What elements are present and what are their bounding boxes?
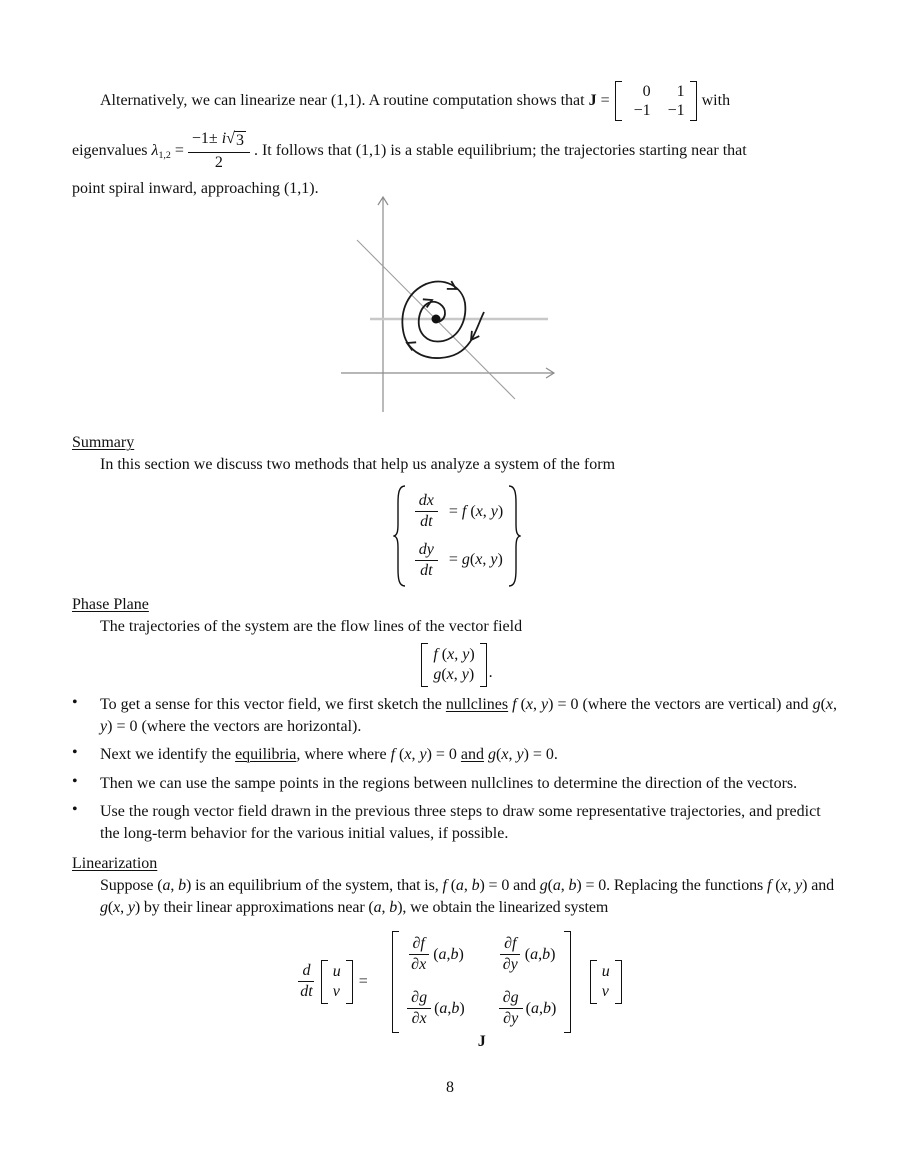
paragraph-linearize-near-1-1 xyxy=(72,78,842,200)
vector-entries xyxy=(428,643,479,687)
para1-line1 xyxy=(72,78,842,124)
uv-vector-left xyxy=(321,960,353,1004)
left-bracket xyxy=(321,960,328,1004)
bullet-marker: • xyxy=(72,772,78,790)
bullet-item xyxy=(72,694,842,737)
y-axis xyxy=(378,197,388,412)
summary-heading: Summary xyxy=(72,434,135,451)
phase-plane-heading: Phase Plane xyxy=(72,596,149,613)
vector-entries xyxy=(597,960,615,1004)
matrix-cell: 0 xyxy=(642,82,651,100)
vector-row-g: g(x, y) xyxy=(433,666,475,683)
fraction-numerator: dx xyxy=(415,492,438,512)
x-axis xyxy=(341,368,554,378)
fraction-numerator: dy xyxy=(415,541,438,561)
eigenvalue-fraction xyxy=(188,130,250,172)
bullet-text-equilibria: Next we identify the equilibria, where where f (x, y) = 0 and g(x, y) = 0. xyxy=(100,746,558,763)
d-dt-fraction xyxy=(296,962,316,1002)
right-bracket xyxy=(480,643,487,687)
left-curly-brace xyxy=(393,484,406,588)
left-bracket xyxy=(421,643,428,687)
dx-dt-fraction xyxy=(415,492,438,532)
linearization-heading: Linearization xyxy=(72,855,158,872)
bullet-item xyxy=(72,744,842,766)
bullet-text-nullclines: To get a sense for this vector field, we first sketch the nullclines f (x, y) = 0 (where the vectors are vertical) and g(x, y) = 0 (where the vectors are horizontal). xyxy=(100,696,837,735)
left-bracket xyxy=(615,81,622,121)
vector-row-f: f (x, y) xyxy=(433,646,475,663)
jacobian-label: J xyxy=(477,1032,486,1050)
equation-rhs: = f (x, y) xyxy=(448,502,504,520)
bullet-list xyxy=(72,694,842,844)
right-bracket xyxy=(615,960,622,1004)
right-bracket xyxy=(346,960,353,1004)
fraction-denominator: dt xyxy=(420,561,433,579)
bullet-text-sample-points: Then we can use the sampe points in the regions between nullclines to determine the direction of the vectors. xyxy=(100,774,798,792)
system-of-equations-display xyxy=(72,484,842,588)
para1-line1-text: Alternatively, we can linearize near (1,1). A routine computation shows that J = xyxy=(100,92,610,109)
matrix-entries xyxy=(622,81,690,121)
jacobian-cell-dg-dx: $\frac{\partial g}{\partial x}$ (a,b) xyxy=(407,989,465,1029)
bullet-marker: • xyxy=(72,744,78,761)
linearization-paragraph: Suppose (a, b) is an equilibrium of the system, that is, f (a, b) = 0 and g(a, b) = 0. Replacing the functions f (x, y) and g(x, y) by their linear approximations near (a, b), we obtain the linearized system xyxy=(100,877,834,916)
bullet-marker: • xyxy=(72,694,78,711)
dy-dt-fraction xyxy=(415,541,438,581)
equation-rhs: = g(x, y) xyxy=(448,551,503,569)
matrix-cell: 1 xyxy=(676,82,685,100)
bullet-item xyxy=(72,773,842,795)
display-period: . xyxy=(488,664,493,681)
bullet-marker: • xyxy=(72,801,78,818)
left-bracket xyxy=(392,931,399,1033)
fraction-numerator: −1± i √ 3 xyxy=(188,130,250,152)
trajectory-arrowheads xyxy=(405,281,479,350)
matrix-cell: −1 xyxy=(667,101,685,119)
para1-line2 xyxy=(72,124,842,178)
vector-row-u: u xyxy=(332,962,341,980)
vector-row-v: v xyxy=(601,982,609,1000)
evaluated-at-ab: (a,b) xyxy=(434,999,465,1017)
fraction-denominator: dt xyxy=(420,513,433,531)
jacobian-column xyxy=(377,931,587,1050)
fraction-denominator: dt xyxy=(300,983,313,1001)
para1-line2-tail: . It follows that (1,1) is a stable equilibrium; the trajectories starting near that xyxy=(253,142,747,159)
evaluated-at-ab: (a,b) xyxy=(525,999,557,1017)
linearized-system-display xyxy=(72,931,842,1050)
para1-line1-tail: with xyxy=(701,92,731,109)
jacobian-matrix xyxy=(392,931,571,1033)
vector-field-display xyxy=(72,643,842,687)
eigenvalues-label: eigenvalues $\lambda_{1,2}$ = xyxy=(72,141,184,161)
summary-intro: In this section we discuss two methods that help us analyze a system of the form xyxy=(100,456,616,473)
phase-portrait-figure xyxy=(334,188,664,416)
fraction-denominator: 2 xyxy=(214,153,223,171)
vector-field-matrix xyxy=(421,643,486,687)
equation-dx-dt xyxy=(411,492,503,532)
phase-portrait-svg xyxy=(334,188,664,416)
equals-sign: = xyxy=(358,972,368,990)
fraction-numerator: d xyxy=(298,962,314,982)
bullet-text-trajectories: Use the rough vector field drawn in the previous three steps to draw some representative trajectories, and predict the long-term behavior for the various initial values, if possible. xyxy=(100,803,821,842)
vector-row-u: u xyxy=(601,962,610,980)
equation-dy-dt xyxy=(411,541,503,581)
jacobian-cell-df-dx: $\frac{\partial f}{\partial x}$ (a,b) xyxy=(407,935,465,975)
evaluated-at-ab: (a,b) xyxy=(433,945,464,963)
jacobian-cell-dg-dy: $\frac{\partial g}{\partial y}$ (a,b) xyxy=(499,989,557,1029)
vector-row-v: v xyxy=(332,982,340,1000)
jacobian-value-matrix xyxy=(615,81,697,121)
uv-vector-right xyxy=(590,960,622,1004)
page-number: 8 xyxy=(446,1079,454,1096)
vector-entries xyxy=(328,960,346,1004)
right-bracket xyxy=(564,931,571,1033)
system-equations xyxy=(406,492,508,581)
bullet-item xyxy=(72,801,842,844)
right-bracket xyxy=(690,81,697,121)
phase-plane-intro: The trajectories of the system are the flow lines of the vector field xyxy=(100,618,523,635)
right-curly-brace xyxy=(508,484,521,588)
evaluated-at-ab: (a,b) xyxy=(524,945,556,963)
left-bracket xyxy=(590,960,597,1004)
para1-line3: point spiral inward, approaching (1,1). xyxy=(72,180,319,197)
jacobian-cell-df-dy: $\frac{\partial f}{\partial y}$ (a,b) xyxy=(499,935,557,975)
jacobian-entries xyxy=(399,931,564,1033)
matrix-cell: −1 xyxy=(633,101,651,119)
